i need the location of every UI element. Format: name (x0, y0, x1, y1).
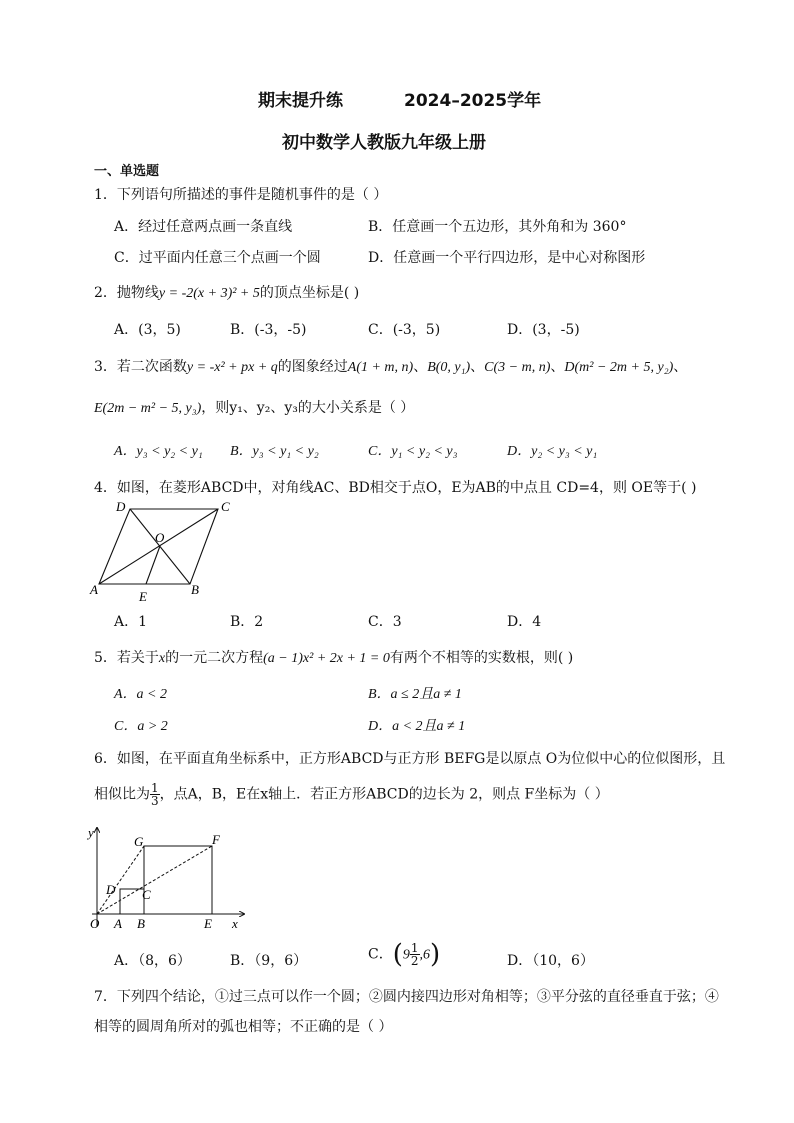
q6-option-c-fraction (410, 942, 420, 967)
section-heading: 一、单选题 (94, 164, 160, 179)
label-b: B (137, 916, 145, 931)
q3-line1: 3．若二次函数y = -x² + px + q的图象经过A(1 + m, n)、B(0, y₁)、C(3 − m, n)、D(m² − 2m + 5, y₂)、 (94, 359, 688, 375)
label-d: D (116, 499, 126, 514)
label-g: G (134, 834, 144, 849)
q3-point-c: C(3 − m, n) (484, 360, 551, 375)
q6-option-a: A．（8，6） (114, 953, 191, 969)
label-f: F (212, 832, 220, 847)
label-c: C (142, 887, 151, 902)
q6-ratio-den: 3 (151, 794, 159, 808)
q5-option-b (368, 684, 462, 705)
q3-point-d: D(m² − 2m + 5, y₂) (564, 360, 674, 375)
q1-option-b: B．任意画一个五边形，其外角和为 360° (368, 219, 627, 235)
q6-line2-pre: 相似比为 (94, 786, 150, 803)
q3-point-a: A(1 + m, n) (347, 360, 414, 375)
title-right: 2024–2025学年 (404, 91, 542, 111)
label-o: O (155, 530, 165, 545)
diagonal-ac (99, 509, 218, 584)
q3-option-d (507, 441, 597, 462)
q3-formula: y = -x² + px + q (186, 360, 278, 375)
q6-line2 (94, 782, 609, 807)
q3-line1-mid: 的图象经过 (277, 359, 348, 375)
q7-line2: 相等的圆周角所对的弧也相等；不正确的是（ ） (94, 1019, 393, 1035)
q3-option-b-text: B．y₃ < y₁ < y₂ (230, 444, 319, 459)
q5-stem-pre: 5．若关于 (94, 650, 159, 666)
q3-option-d-text: D．y₂ < y₃ < y₁ (507, 444, 598, 459)
q3-option-a (114, 441, 203, 462)
title-left: 期末提升练 (258, 91, 343, 111)
q3-line1-pre: 3．若二次函数 (94, 359, 187, 375)
label-x: x (232, 916, 238, 931)
q6-ratio-num: 1 (151, 781, 159, 795)
q6-option-c-rparen: ) (430, 939, 441, 970)
q3-option-a-text: A．y₃ < y₂ < y₁ (114, 444, 203, 459)
q5-stem (94, 648, 573, 669)
label-y: y (88, 825, 94, 840)
q4-stem: 4．如图，在菱形ABCD中，对角线AC、BD相交于点O，E为AB的中点且 CD=4，则 OE等于( ) (94, 480, 697, 496)
subtitle: 初中数学人教版九年级上册 (282, 133, 486, 153)
q5-stem-mid: 的一元二次方程 (165, 650, 264, 666)
q4-option-b: B．2 (230, 614, 264, 630)
q6-option-d: D．（10，6） (507, 953, 594, 969)
q1-option-a: A．经过任意两点画一条直线 (114, 219, 293, 235)
q3-line2 (94, 398, 414, 419)
q5-stem-post: 有两个不相等的实数根，则( ) (389, 650, 574, 666)
q6-option-c-lparen: ( (392, 939, 403, 970)
q2-option-a: A．(3，5) (114, 322, 181, 338)
q5-var: x (158, 651, 166, 666)
q2-stem-pre: 2．抛物线 (94, 285, 159, 301)
label-b: B (191, 582, 199, 597)
segment-oe (146, 546, 160, 584)
q2-option-d: D．(3，-5) (507, 322, 580, 338)
q5-option-b-text: B．a ≤ 2且a ≠ 1 (368, 687, 462, 702)
q2-formula: y = -2(x + 3)² + 5 (158, 286, 260, 301)
q1-option-d: D．任意画一个平行四边形，是中心对称图形 (368, 250, 646, 266)
q2-stem (94, 283, 359, 304)
q7-line1: 7．下列四个结论，①过三点可以作一个圆；②圆内接四边形对角相等；③平分弦的直径垂直于弦；④ (94, 989, 719, 1005)
q6-option-c-den: 2 (410, 954, 419, 968)
label-o: O (90, 916, 100, 931)
q5-option-a (114, 684, 167, 705)
label-e: E (139, 589, 147, 604)
q4-option-c: C．3 (368, 614, 402, 630)
label-d: D (106, 882, 116, 897)
q3-point-e: E(2m − m² − 5, y₃) (94, 401, 202, 416)
q2-stem-post: 的顶点坐标是( ) (259, 285, 360, 301)
q6-option-c-num: 1 (410, 941, 419, 955)
q3-point-b: B(0, y₁) (427, 360, 471, 375)
q1-stem: 1．下列语句所描述的事件是随机事件的是（ ） (94, 187, 388, 203)
q4-option-d: D．4 (507, 614, 542, 630)
q5-option-c (114, 716, 168, 737)
label-a: A (90, 582, 98, 597)
q5-option-a-text: A．a < 2 (114, 687, 167, 702)
q2-option-b: B．(-3，-5) (230, 322, 307, 338)
q5-option-d (368, 716, 465, 737)
q3-option-c (368, 441, 457, 462)
label-e: E (204, 916, 212, 931)
label-a: A (114, 916, 122, 931)
q5-option-c-text: C．a > 2 (114, 719, 168, 734)
dashed-oc-f (97, 846, 212, 914)
q4-option-a: A．1 (114, 614, 148, 630)
q6-option-c-post: ,6 (419, 947, 431, 963)
q6-ratio-fraction (150, 782, 160, 807)
q3-line2-post: ，则y₁、y₂、y₃的大小关系是（ ） (201, 400, 415, 416)
q6-line1: 6．如图，在平面直角坐标系中，正方形ABCD与正方形 BEFG是以原点 O为位似中心的位似图形，且 (94, 751, 726, 767)
q1-option-c: C．过平面内任意三个点画一个圆 (114, 250, 321, 266)
q3-option-b (230, 441, 319, 462)
q5-formula: (a − 1)x² + 2x + 1 = 0 (263, 651, 390, 666)
q6-option-c-int: 9 (402, 947, 410, 963)
coordinate-figure (84, 822, 250, 934)
q6-option-b: B．（9，6） (230, 953, 308, 969)
q6-option-c (368, 939, 441, 970)
q6-line2-post: ，点A，B，E在x轴上．若正方形ABCD的边长为 2，则点 F坐标为（ ） (159, 786, 609, 803)
q3-option-c-text: C．y₁ < y₂ < y₃ (368, 444, 458, 459)
rhombus-figure (88, 496, 248, 604)
q6-option-c-label: C． (368, 946, 393, 963)
label-c: C (221, 499, 230, 514)
q2-option-c: C．(-3，5) (368, 322, 441, 338)
q5-option-d-text: D．a < 2且a ≠ 1 (368, 719, 466, 734)
